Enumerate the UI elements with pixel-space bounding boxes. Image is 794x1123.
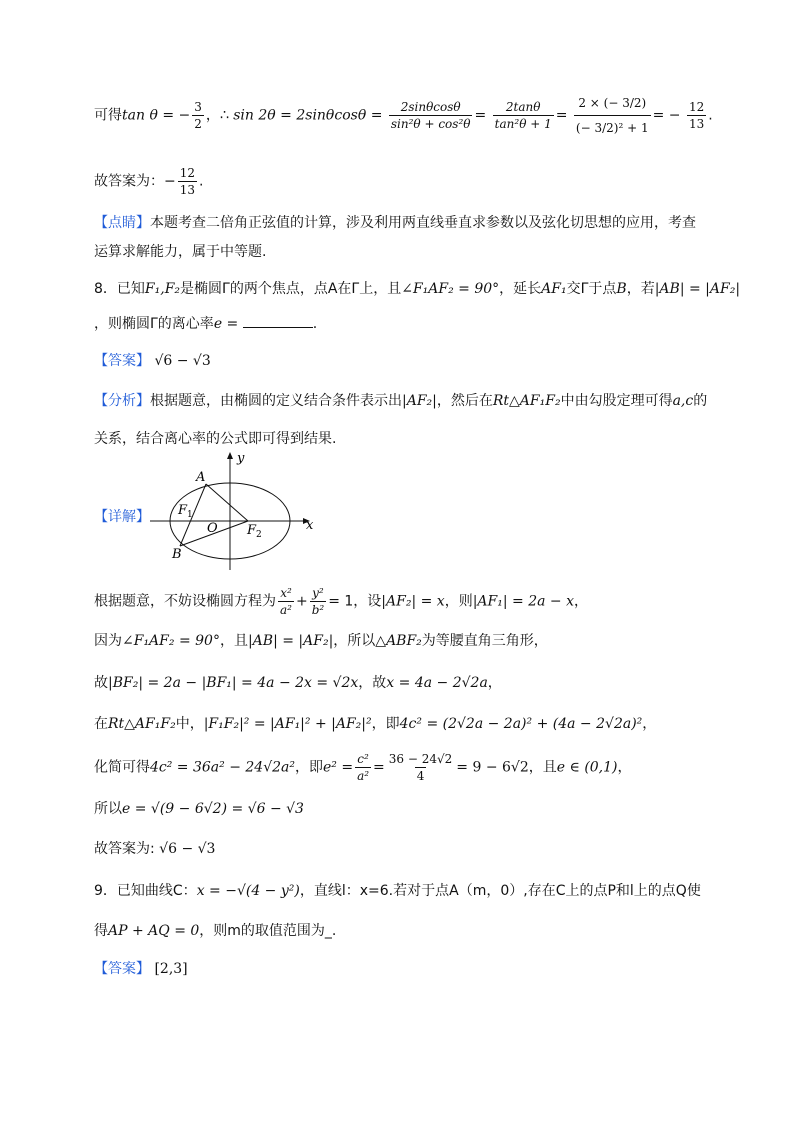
solution-line-3: 故|BF₂| = 2a − |BF₁| = 4a − 2x = √2x，故x = 4a − 2√2a， [94, 675, 502, 691]
fraction: $\frac{\text{y²}}{\text{b²}}$ [311, 586, 325, 617]
solution-line-1: 根据题意，不妨设椭圆方程为 $\frac{\text{x²}}{\text{a²}}$ + $\frac{\text{y²}}{\text{b²}}$ = 1，设|AF₂| = x，则|AF₁| = 2a − x， [94, 586, 588, 617]
fraction: $\frac{2 \times (- 3/2)}{\text{(− 3/2)² + 1}}$ [574, 92, 651, 139]
detail-8-tag [94, 506, 150, 526]
solution-line-6: 所以e = √(9 − 6√2) = √6 − √3 [94, 801, 304, 817]
analysis-8-cont: 关系，结合离心率的公式即可得到结果. [94, 431, 337, 447]
question-9: 9．已知曲线C：x = −√(4 − y²)，直线l：x=6.若对于点A（m，0）,存在C上的点P和l上的点Q使 [94, 883, 701, 899]
analysis-8: 【分析】根据题意，由椭圆的定义结合条件表示出|AF₂|，然后在Rt△AF₁F₂中由勾股定理可得a,c的 [94, 393, 708, 409]
ellipse-figure [148, 450, 320, 572]
line-answer-12-13: 故答案为：− $\frac{12}{13}$ . [94, 166, 204, 197]
point-label-a: A [196, 470, 206, 485]
fraction: $\frac{12}{13}$ [179, 166, 196, 197]
solution-final-answer: 故答案为: √6 − √3 [94, 841, 216, 857]
tag-analysis: 【分析】 [94, 393, 150, 409]
point-label-f2-sub: 2 [256, 530, 262, 540]
line-comment: 【点睛】本题考查二倍角正弦值的计算，涉及利用两直线垂直求参数以及弦化切思想的应用，考查 [94, 215, 696, 231]
point-label-f1-sub: 1 [187, 510, 193, 520]
solution-line-2: 因为∠F₁AF₂ = 90°，且|AB| = |AF₂|，所以△ABF₂为等腰直角三角形， [94, 633, 548, 649]
fraction: $\frac{12}{13}$ [688, 100, 705, 131]
solution-line-5: 化简可得4c² = 36a² − 24√2a²，即e² = $\frac{\text{c²}}{\text{a²}}$ = $\frac{36 - 24√2}{4}$ = 9 − 6√2，且e ∈ (0,1)， [94, 752, 632, 783]
line-comment-2: 运算求解能力，属于中等题. [94, 244, 267, 260]
point-label-f2: F [247, 523, 257, 538]
answer-blank [243, 315, 313, 328]
fraction: $\frac{3}{2}$ [194, 100, 202, 131]
fraction: $\frac{\text{x²}}{\text{a²}}$ [280, 586, 292, 617]
question-8-cont: ，则椭圆Γ的离心率e = . [94, 316, 318, 332]
axis-label-y: y [237, 451, 245, 466]
fraction: $\frac{36 - 24√2}{4}$ [388, 752, 453, 783]
answer-8: 【答案】 √6 − √3 [94, 353, 211, 369]
tag-answer: 【答案】 [94, 961, 150, 977]
fraction: $\frac{2\tan\theta}{\text{tan²θ + 1}}$ [494, 100, 552, 131]
fraction: $\frac{2\sin\theta\cos\theta}{\text{sin²θ + cos²θ}}$ [390, 100, 471, 131]
answer-9: 【答案】 [2,3] [94, 961, 188, 977]
tag-dianjing: 【点睛】 [94, 215, 150, 231]
solution-line-4: 在Rt△AF₁F₂中，|F₁F₂|² = |AF₁|² + |AF₂|²，即4c² = (2√2a − 2a)² + (4a − 2√2a)²， [94, 716, 657, 732]
point-label-b: B [172, 547, 182, 562]
fraction: $\frac{\text{c²}}{\text{a²}}$ [357, 752, 370, 783]
tag-answer: 【答案】 [94, 353, 150, 369]
point-label-o: O [207, 521, 218, 536]
question-9-cont: 得AP + AQ = 0，则m的取值范围为_. [94, 923, 337, 939]
axis-label-x: x [306, 518, 314, 533]
line-tan-result: 可得tan θ = − $\frac{3}{2}$ ，∴ sin 2θ = 2sinθcosθ = $\frac{2\sin\theta\cos\theta}{\text{sin²θ + cos²θ}}$ = $\frac{2\tan\theta}{\text{tan²θ + 1}}$ = $\frac{2 \times (- 3/2)}{\text{(− 3/2)² + 1}}$ = − $\frac{12}{13}$ . [94, 92, 713, 139]
question-8: 8．已知F₁,F₂是椭圆Γ的两个焦点，点A在Γ上，且∠F₁AF₂ = 90°，延长AF₁交Γ于点B，若|AB| = |AF₂| [94, 281, 741, 297]
point-label-f1: F [178, 503, 188, 518]
tag-detail: 【详解】 [94, 509, 150, 525]
